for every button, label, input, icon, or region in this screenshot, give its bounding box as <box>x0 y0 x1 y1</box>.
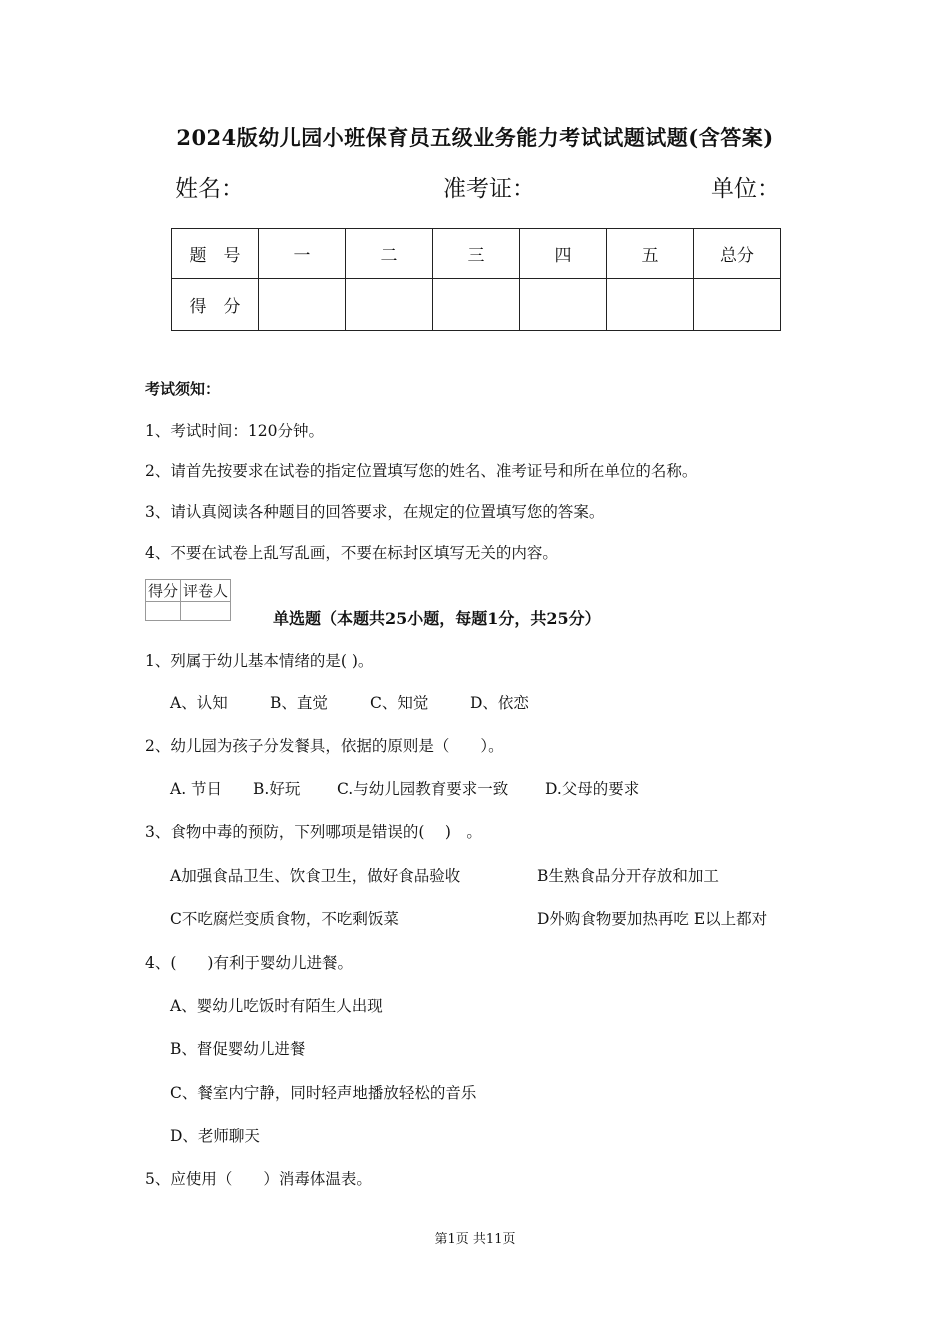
question-option: A加强食品卫生、饮食卫生，做好食品验收 <box>170 867 461 885</box>
grader-name-cell[interactable] <box>181 602 231 621</box>
question-option: B、直觉 <box>270 694 328 712</box>
exam-id-label: 准考证： <box>443 176 535 202</box>
question-option: D、老师聊天 <box>170 1127 260 1145</box>
question-option: A、婴幼儿吃饭时有陌生人出现 <box>170 997 383 1015</box>
name-label: 姓名： <box>175 176 244 202</box>
notice-item: 1、考试时间：120分钟。 <box>145 422 324 440</box>
section-title: 单选题（本题共25小题，每题1分，共25分） <box>273 609 601 628</box>
question-option: A. 节日 <box>170 780 223 798</box>
score-cell[interactable] <box>259 279 346 331</box>
score-cell[interactable] <box>520 279 607 331</box>
score-header-cell: 总分 <box>694 229 781 279</box>
notice-item: 2、请首先按要求在试卷的指定位置填写您的姓名、准考证号和所在单位的名称。 <box>145 462 698 480</box>
notice-item: 3、请认真阅读各种题目的回答要求，在规定的位置填写您的答案。 <box>145 503 605 521</box>
score-table-score-row <box>172 279 781 331</box>
notice-title: 考试须知： <box>145 380 221 398</box>
notice-item: 4、不要在试卷上乱写乱画，不要在标封区填写无关的内容。 <box>145 544 558 562</box>
score-cell[interactable] <box>346 279 433 331</box>
score-header-cell: 三 <box>433 229 520 279</box>
question-stem: 5、应使用（ ）消毒体温表。 <box>145 1170 372 1188</box>
grader-name-label: 评卷人 <box>181 580 231 602</box>
question-stem: 4、( )有利于婴幼儿进餐。 <box>145 954 353 972</box>
question-option: C不吃腐烂变质食物，不吃剩饭菜 <box>170 910 399 928</box>
question-option: B生熟食品分开存放和加工 <box>537 867 719 885</box>
score-header-cell: 五 <box>607 229 694 279</box>
question-option: C、餐室内宁静，同时轻声地播放轻松的音乐 <box>170 1084 477 1102</box>
page-footer: 第1页 共11页 <box>434 1232 516 1247</box>
score-table-header-row <box>172 229 781 279</box>
question-option: B.好玩 <box>253 780 301 798</box>
question-option: C、知觉 <box>370 694 429 712</box>
grader-score-label: 得分 <box>146 580 181 602</box>
question-option: D.父母的要求 <box>545 780 640 798</box>
score-header-cell: 一 <box>259 229 346 279</box>
document-title: 2024版幼儿园小班保育员五级业务能力考试试题试题(含答案) <box>176 125 774 150</box>
grader-score-cell[interactable] <box>146 602 181 621</box>
score-header-cell: 四 <box>520 229 607 279</box>
score-cell[interactable] <box>694 279 781 331</box>
question-option: D外购食物要加热再吃 E以上都对 <box>537 910 768 928</box>
question-option: C.与幼儿园教育要求一致 <box>337 780 509 798</box>
unit-label: 单位： <box>711 176 780 202</box>
score-header-cell: 题 号 <box>172 229 259 279</box>
question-stem: 2、幼儿园为孩子分发餐具，依据的原则是（ ）。 <box>145 737 504 755</box>
question-stem: 3、食物中毒的预防，下列哪项是错误的( ) 。 <box>145 823 482 841</box>
grader-box <box>145 579 231 621</box>
question-option: A、认知 <box>170 694 228 712</box>
question-stem: 1、列属于幼儿基本情绪的是( )。 <box>145 652 374 670</box>
score-header-cell: 二 <box>346 229 433 279</box>
question-option: B、督促婴幼儿进餐 <box>170 1040 306 1058</box>
score-row-label: 得 分 <box>172 279 259 331</box>
score-table <box>171 228 781 331</box>
question-option: D、依恋 <box>470 694 529 712</box>
score-cell[interactable] <box>607 279 694 331</box>
score-cell[interactable] <box>433 279 520 331</box>
